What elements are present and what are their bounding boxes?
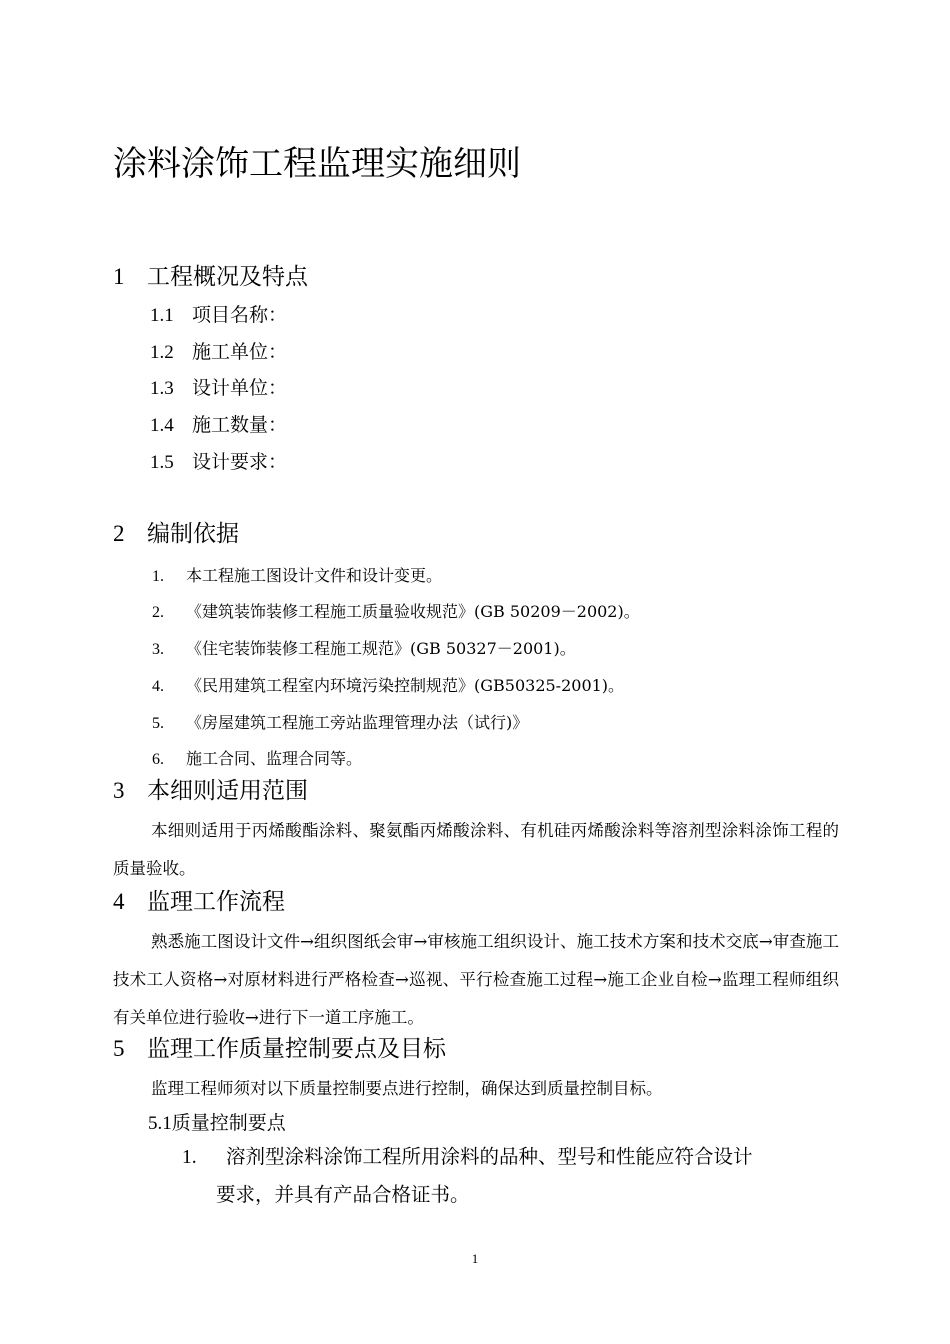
section-4-paragraph: 熟悉施工图设计文件→组织图纸会审→审核施工组织设计、施工技术方案和技术交底→审查施工技术工人资格→对原材料进行严格检查→巡视、平行检查施工过程→施工企业自检→监理工程师组织有关单位进行验收→进行下一道工序施工。	[113, 932, 839, 1027]
subsection-number: 1.3	[150, 378, 174, 399]
control-point-item	[182, 1138, 842, 1213]
section-5-heading	[113, 1030, 446, 1063]
item-text-line-1: 溶剂型涂料涂饰工程所用涂料的品种、型号和性能应符合设计	[226, 1145, 753, 1168]
page-number: 1	[471, 1251, 479, 1266]
section-number: 1	[113, 264, 125, 289]
section-3-heading	[113, 772, 308, 805]
reference-text: 《民用建筑工程室内环境污染控制规范》(GB50325-2001)。	[186, 676, 625, 695]
section-number: 4	[113, 889, 125, 914]
section-title: 工程概况及特点	[147, 264, 308, 290]
subsection-label: 施工数量：	[192, 414, 288, 436]
reference-number: 6.	[152, 751, 164, 768]
section-title: 监理工作质量控制要点及目标	[147, 1036, 446, 1062]
section-number: 5	[113, 1036, 125, 1061]
section-3-paragraph: 本细则适用于丙烯酸酯涂料、聚氨酯丙烯酸涂料、有机硅丙烯酸涂料等溶剂型涂料涂饰工程的质量验收。	[113, 821, 839, 878]
reference-text: 施工合同、监理合同等。	[186, 749, 363, 768]
item-text-line-2: 要求，并具有产品合格证书。	[216, 1183, 470, 1206]
section-number: 2	[113, 521, 125, 546]
reference-item	[152, 563, 442, 586]
reference-text: 本工程施工图设计文件和设计变更。	[186, 566, 443, 585]
subsection-number: 1.2	[150, 342, 174, 363]
reference-item	[152, 746, 362, 769]
reference-item	[152, 599, 640, 622]
reference-number: 5.	[152, 715, 164, 732]
section-1-heading	[113, 258, 308, 291]
reference-text: 《房屋建筑工程施工旁站监理管理办法（试行)》	[186, 713, 529, 732]
item-number: 1.	[182, 1147, 197, 1168]
reference-item	[152, 636, 576, 659]
reference-item	[152, 673, 624, 696]
subsection-label: 项目名称：	[192, 304, 288, 326]
section-5-paragraph: 监理工程师须对以下质量控制要点进行控制，确保达到质量控制目标。	[151, 1079, 663, 1098]
subsection-label: 施工单位：	[192, 341, 288, 363]
subsection-number: 1.5	[150, 452, 174, 473]
reference-number: 2.	[152, 604, 164, 621]
section-number: 3	[113, 778, 125, 803]
document-title: 涂料涂饰工程监理实施细则	[113, 144, 521, 184]
section-2-heading	[113, 515, 239, 548]
subsection-number: 1.4	[150, 415, 174, 436]
subsection-number: 1.1	[150, 305, 174, 326]
section-title: 监理工作流程	[147, 889, 285, 915]
subsection-1-1	[150, 300, 287, 327]
subsection-label: 设计要求：	[192, 451, 288, 473]
reference-number: 3.	[152, 641, 164, 658]
reference-item	[152, 710, 528, 733]
subsection-1-3	[150, 373, 287, 400]
reference-number: 4.	[152, 678, 164, 695]
subsection-5-1	[148, 1108, 286, 1135]
subsection-1-2	[150, 337, 287, 364]
reference-text: 《建筑装饰装修工程施工质量验收规范》(GB 50209－2002)。	[186, 602, 640, 621]
subsection-label: 质量控制要点	[171, 1112, 286, 1134]
section-title: 编制依据	[147, 521, 239, 547]
subsection-label: 设计单位：	[192, 377, 288, 399]
reference-number: 1.	[152, 568, 164, 585]
section-title: 本细则适用范围	[147, 778, 308, 804]
subsection-1-5	[150, 447, 287, 474]
section-4-heading	[113, 883, 285, 916]
reference-text: 《住宅装饰装修工程施工规范》(GB 50327－2001)。	[186, 639, 576, 658]
subsection-1-4	[150, 410, 287, 437]
subsection-number: 5.1	[148, 1113, 172, 1134]
